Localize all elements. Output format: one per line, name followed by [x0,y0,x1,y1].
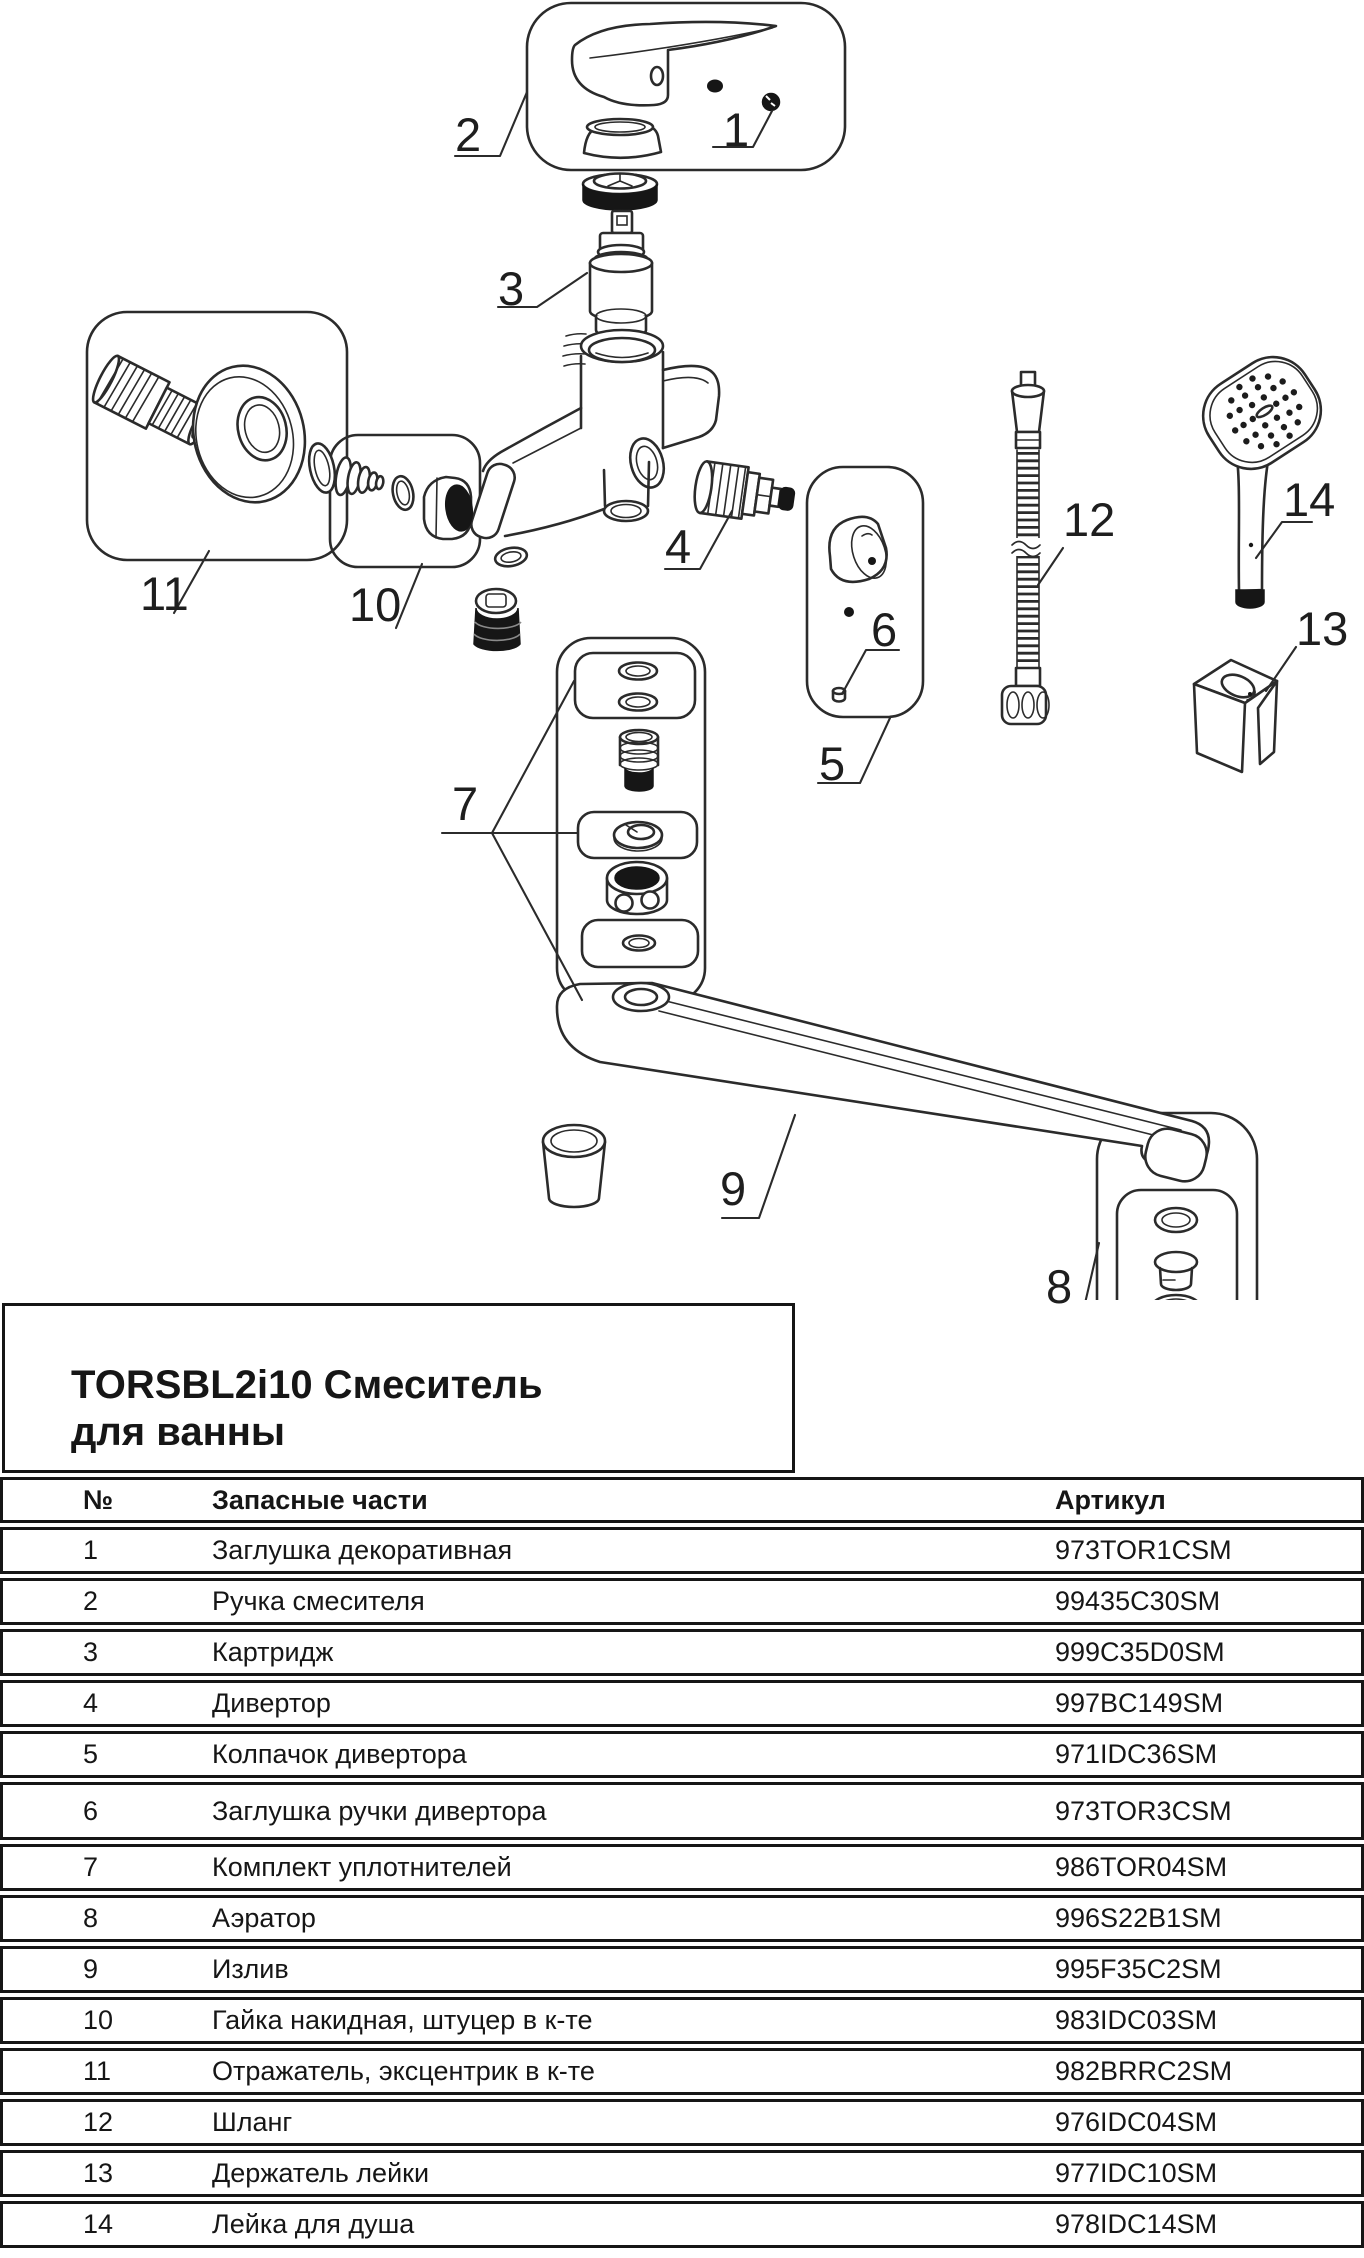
callout-11: 11 [140,567,189,620]
part-spout [543,983,1211,1207]
part-union [333,456,386,502]
callout-8: 8 [1046,1260,1073,1313]
cell-part: Шланг [212,2107,293,2137]
table-row [0,1629,1364,1676]
table-row [0,1895,1364,1942]
callout-10: 10 [349,578,402,631]
part-aerator [1117,1190,1237,1300]
callout-5: 5 [819,737,846,790]
cell-sku: 971IDC36SM [1055,1739,1218,1769]
table-row [0,2201,1364,2248]
cell-part: Картридж [212,1637,334,1667]
table-row [0,1997,1364,2044]
cell-sku: 996S22B1SM [1055,1903,1222,1933]
cell-num: 4 [83,1688,99,1718]
callout-9: 9 [720,1162,747,1215]
callout-1: 1 [723,103,750,156]
part-oring-body [494,545,529,568]
cell-part: Заглушка ручки дивертора [212,1795,547,1826]
cell-sku: 99435C30SM [1055,1586,1221,1616]
cell-num: 8 [83,1903,99,1933]
cell-sku: 986TOR04SM [1055,1852,1228,1882]
cell-part: Держатель лейки [212,2158,430,2188]
cell-num: 11 [83,2056,112,2086]
cell-sku: 995F35C2SM [1055,1954,1222,1984]
callout-4: 4 [665,520,692,573]
part-shower-holder [1194,660,1277,772]
cell-num: 13 [83,2158,114,2188]
part-diverter [692,460,797,525]
part-faucet-body [468,330,719,541]
cell-part: Излив [212,1954,289,1984]
part-bushing [474,589,521,650]
header-part: Запасные части [212,1484,428,1515]
cell-part: Лейка для душа [212,2209,415,2239]
part-cartridge-nut [583,174,657,211]
table-row [0,1946,1364,1993]
callout-6: 6 [871,603,898,656]
table-row [0,1844,1364,1891]
cell-sku: 977IDC10SM [1055,2158,1218,2188]
cell-num: 1 [83,1535,99,1565]
product-title-box [2,1303,795,1473]
product-title-line1: TORSBL2i10 Смеситель [71,1363,543,1407]
cell-part: Дивертор [212,1688,331,1718]
cell-num: 9 [83,1954,99,1984]
cell-sku: 999C35D0SM [1055,1637,1225,1667]
callout-3: 3 [498,262,525,315]
cell-part: Заглушка декоративная [212,1535,513,1565]
cell-sku: 983IDC03SM [1055,2005,1218,2035]
product-title-line2: для ванны [71,1410,286,1454]
cell-num: 6 [83,1795,99,1826]
cell-num: 7 [83,1852,99,1882]
callout-12: 12 [1063,493,1116,546]
cell-part: Колпачок дивертора [212,1739,467,1769]
part-cartridge [590,211,652,338]
cell-part: Гайка накидная, штуцер в к-те [212,2005,593,2035]
cell-num: 12 [83,2107,114,2137]
callout-7: 7 [452,777,479,830]
cell-sku: 997BC149SM [1055,1688,1224,1718]
table-row [0,1527,1364,1574]
cell-sku: 982BRRC2SM [1055,2056,1233,2086]
table-row [0,2048,1364,2095]
cell-num: 2 [83,1586,99,1616]
header-sku: Артикул [1055,1484,1166,1515]
cell-part: Ручка смесителя [212,1586,425,1616]
part-nut [424,477,475,539]
table-row [0,1680,1364,1727]
cell-sku: 973TOR3CSM [1055,1795,1232,1826]
table-row [0,1578,1364,1625]
table-row [0,1731,1364,1778]
cell-sku: 976IDC04SM [1055,2107,1218,2137]
cell-sku: 973TOR1CSM [1055,1535,1232,1565]
cell-part: Аэратор [212,1903,316,1933]
cell-part: Комплект уплотнителей [212,1852,512,1882]
cell-sku: 978IDC14SM [1055,2209,1218,2239]
callout-13: 13 [1296,602,1349,655]
cell-part: Отражатель, эксцентрик в к-те [212,2056,595,2086]
part-escutcheon [179,354,319,515]
part-seal-kit [575,653,698,967]
cell-num: 3 [83,1637,99,1667]
table-row [0,1782,1364,1840]
box-part5-6 [807,467,923,717]
parts-table [0,1477,1364,2252]
part-oring-10 [390,474,417,511]
cell-num: 10 [83,2005,114,2035]
header-num: № [83,1484,114,1515]
cell-num: 5 [83,1739,99,1769]
table-row [0,2099,1364,2146]
table-row [0,2150,1364,2197]
cell-num: 14 [83,2209,114,2239]
callout-14: 14 [1283,473,1336,526]
table-header-row [0,1477,1364,1523]
part-hose [1002,372,1049,724]
callout-2: 2 [455,108,482,161]
